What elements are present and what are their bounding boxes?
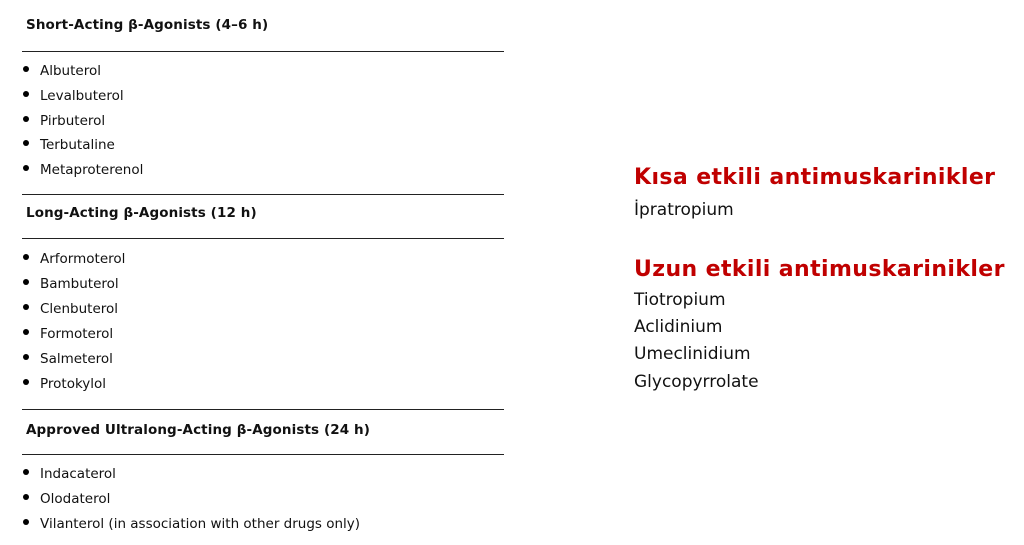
list-item: Terbutaline bbox=[22, 135, 115, 155]
short-acting-heading: Short-Acting β-Agonists (4–6 h) bbox=[26, 17, 269, 33]
bullet-icon bbox=[23, 494, 29, 500]
short-antimuscarinics-heading: Kısa etkili antimuskarinikler bbox=[634, 165, 996, 190]
list-item: Bambuterol bbox=[22, 274, 119, 294]
divider bbox=[22, 454, 504, 455]
divider bbox=[22, 51, 504, 52]
bullet-icon bbox=[23, 91, 29, 97]
drug-name: Tiotropium bbox=[634, 290, 726, 310]
drug-name: Glycopyrrolate bbox=[634, 372, 759, 392]
list-item: Arformoterol bbox=[22, 249, 125, 269]
divider bbox=[22, 238, 504, 239]
ultralong-acting-heading: Approved Ultralong-Acting β-Agonists (24 h) bbox=[26, 422, 370, 438]
bullet-icon bbox=[23, 279, 29, 285]
long-antimuscarinics-heading: Uzun etkili antimuskarinikler bbox=[634, 257, 1005, 282]
divider bbox=[22, 409, 504, 410]
list-item: Metaproterenol bbox=[22, 160, 143, 180]
list-item: Salmeterol bbox=[22, 349, 113, 369]
bullet-icon bbox=[23, 66, 29, 72]
bullet-icon bbox=[23, 379, 29, 385]
list-item: Vilanterol (in association with other drugs only) bbox=[22, 514, 360, 534]
divider bbox=[22, 194, 504, 195]
drug-name: Umeclinidium bbox=[634, 344, 751, 364]
long-acting-heading: Long-Acting β-Agonists (12 h) bbox=[26, 205, 257, 221]
list-item: Formoterol bbox=[22, 324, 113, 344]
bullet-icon bbox=[23, 140, 29, 146]
bullet-icon bbox=[23, 165, 29, 171]
list-item: Levalbuterol bbox=[22, 86, 124, 106]
drug-name: İpratropium bbox=[634, 200, 734, 220]
bullet-icon bbox=[23, 116, 29, 122]
list-item: Pirbuterol bbox=[22, 111, 105, 131]
drug-name: Aclidinium bbox=[634, 317, 723, 337]
list-item: Indacaterol bbox=[22, 464, 116, 484]
bullet-icon bbox=[23, 354, 29, 360]
bullet-icon bbox=[23, 329, 29, 335]
bullet-icon bbox=[23, 254, 29, 260]
list-item: Albuterol bbox=[22, 61, 101, 81]
list-item: Clenbuterol bbox=[22, 299, 118, 319]
list-item: Protokylol bbox=[22, 374, 106, 394]
bullet-icon bbox=[23, 519, 29, 525]
bullet-icon bbox=[23, 469, 29, 475]
bullet-icon bbox=[23, 304, 29, 310]
list-item: Olodaterol bbox=[22, 489, 110, 509]
